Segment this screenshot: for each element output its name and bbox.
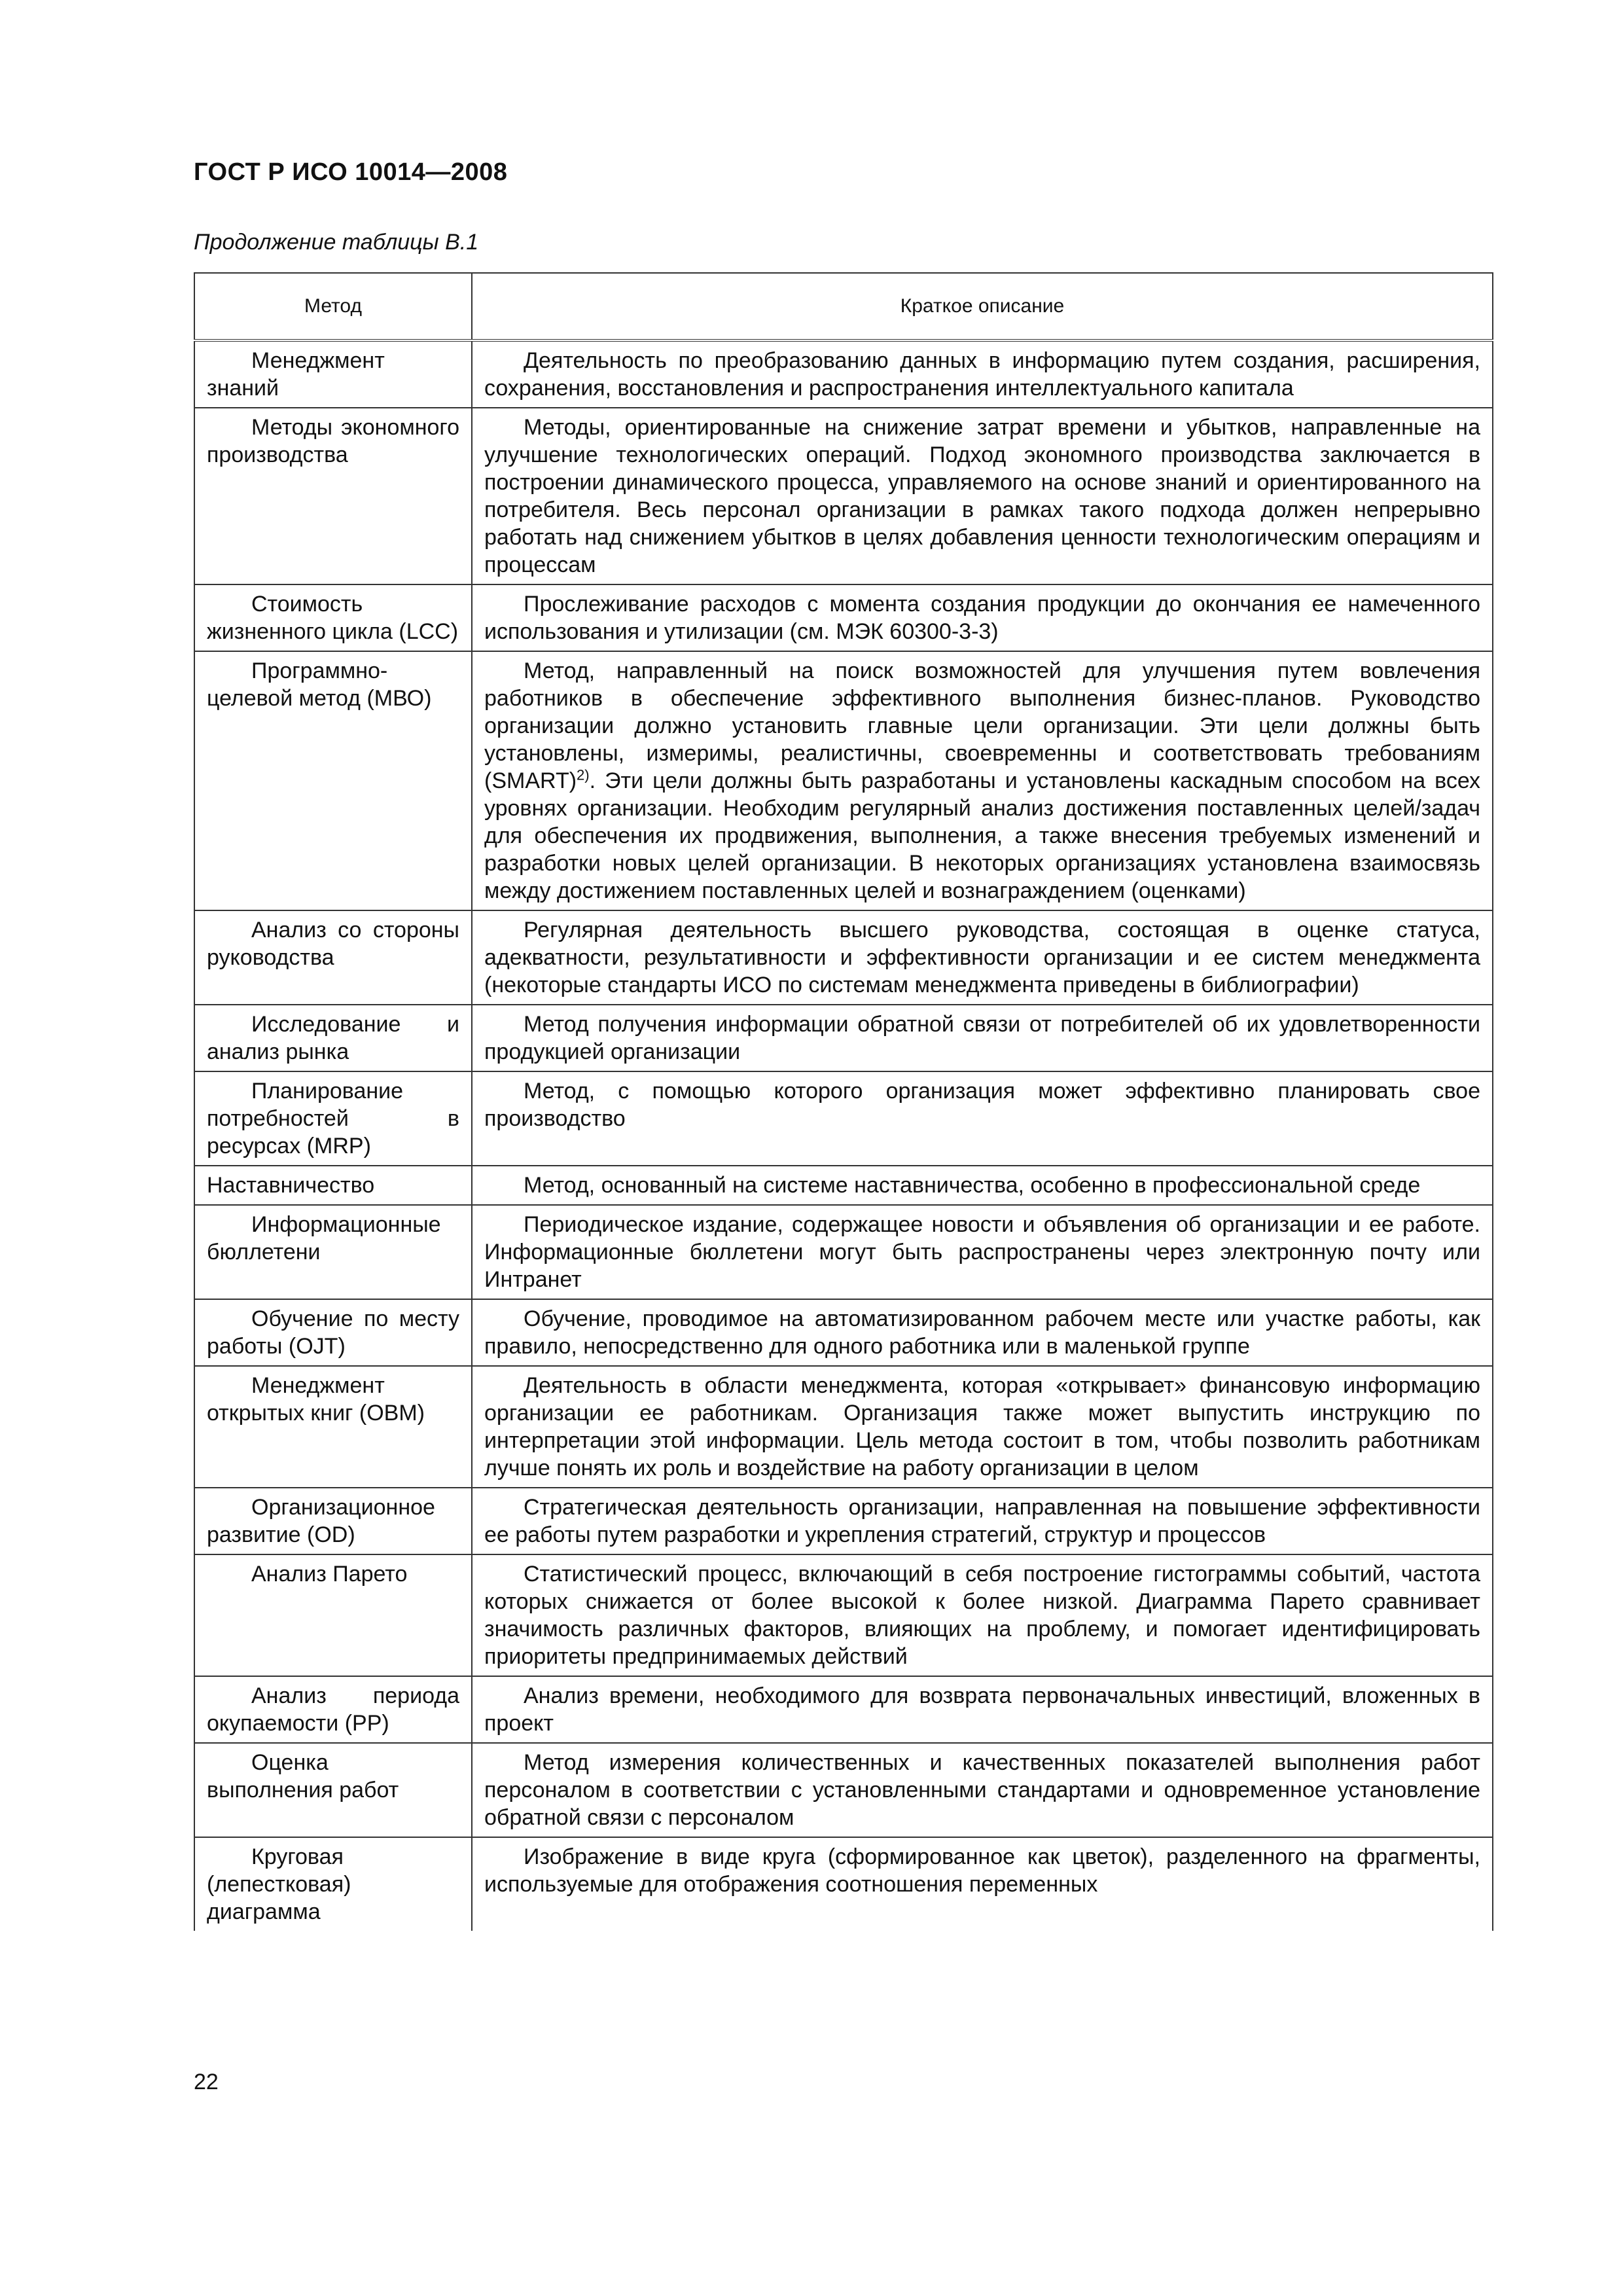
methods-table [194, 272, 1493, 1931]
description-cell: Регулярная деятельность высшего руководства, состоящая в оценке статуса, адекватности, результативности и эффективности организации и ее систем менеджмента (некоторые стандарты ИСО по системам менеджмента приведены в библиографии) [472, 910, 1493, 1005]
table-row [194, 1005, 1493, 1071]
description-cell: Деятельность по преобразованию данных в информацию путем создания, расширения, сохранения, восстановления и распространения интеллектуального капитала [472, 340, 1493, 408]
description-cell: Прослеживание расходов с момента создания продукции до окончания ее намеченного использования и утилизации (см. МЭК 60300-3-3) [472, 584, 1493, 651]
table-header-row [194, 273, 1493, 340]
description-cell: Методы, ориентированные на снижение затрат времени и убытков, направленные на улучшение технологических операций. Подход экономного производства заключается в построении динамического процесса, управляемого на основе знаний и ориентированного на потребителя. Весь персонал организации в рамках такого подхода должен непрерывно работать над снижением убытков в целях добавления ценности технологическим операциям и процессам [472, 408, 1493, 584]
column-header-method: Метод [194, 273, 472, 340]
table-row [194, 1071, 1493, 1166]
description-cell: Статистический процесс, включающий в себя построение гистограммы событий, частота которых снижается от более высокой к более низкой. Диаграмма Парето сравнивает значимость различных факторов, влияющих на проблему, и помогает идентифицировать приоритеты предпринимаемых действий [472, 1554, 1493, 1676]
description-cell: Метод, основанный на системе наставничества, особенно в профессиональной среде [472, 1166, 1493, 1205]
method-cell: Анализ со стороны руководства [194, 910, 472, 1005]
method-cell: Круговая (лепестковая) диаграмма [194, 1837, 472, 1931]
table-row [194, 1554, 1493, 1676]
table-row [194, 340, 1493, 408]
description-cell: Метод получения информации обратной связи от потребителей об их удовлетворенности продукцией организации [472, 1005, 1493, 1071]
method-cell: Информационные бюллетени [194, 1205, 472, 1299]
description-part: . Эти цели должны быть разработаны и установлены каскадным способом на всех уровнях организации. Необходим регулярный анализ достижения поставленных целей/задач для обеспечения их продвижения, выполнения, а также внесения требуемых изменений и разработки новых целей организации. В некоторых организациях установлена взаимосвязь между достижением поставленных целей и вознаграждением (оценками) [484, 768, 1480, 903]
method-cell: Анализ Парето [194, 1554, 472, 1676]
method-cell: Стоимость жизненного цикла (LCC) [194, 584, 472, 651]
table-row [194, 1166, 1493, 1205]
footnote-marker: 2) [577, 766, 590, 783]
table-caption: Продолжение таблицы В.1 [194, 230, 479, 255]
method-cell: Исследование и анализ рынка [194, 1005, 472, 1071]
table-row [194, 1366, 1493, 1488]
description-cell: Стратегическая деятельность организации, направленная на повышение эффективности ее работы путем разработки и укрепления стратегий, структур и процессов [472, 1488, 1493, 1554]
document-title: ГОСТ Р ИСО 10014—2008 [194, 158, 508, 186]
table-row [194, 408, 1493, 584]
method-cell: Анализ периода окупаемости (РР) [194, 1676, 472, 1743]
description-cell: Периодическое издание, содержащее новости и объявления об организации и ее работе. Информационные бюллетени могут быть распространены через электронную почту или Интранет [472, 1205, 1493, 1299]
table-row [194, 1299, 1493, 1366]
description-cell: Метод измерения количественных и качественных показателей выполнения работ персоналом в соответствии с установленными стандартами и одновременное установление обратной связи с персоналом [472, 1743, 1493, 1837]
table-row [194, 910, 1493, 1005]
table-row [194, 651, 1493, 910]
description-cell: Метод, с помощью которого организация может эффективно планировать свое производство [472, 1071, 1493, 1166]
method-cell: Оценка выполнения работ [194, 1743, 472, 1837]
table-row [194, 584, 1493, 651]
method-cell: Программно-целевой метод (МВО) [194, 651, 472, 910]
method-cell: Обучение по месту работы (OJT) [194, 1299, 472, 1366]
method-cell: Планирование потребностей в ресурсах (MRP) [194, 1071, 472, 1166]
page-number: 22 [194, 2070, 219, 2094]
method-cell: Организационное развитие (OD) [194, 1488, 472, 1554]
description-cell: Изображение в виде круга (сформированное как цветок), разделенного на фрагменты, используемые для отображения соотношения переменных [472, 1837, 1493, 1931]
column-header-description: Краткое описание [472, 273, 1493, 340]
method-cell: Менеджмент знаний [194, 340, 472, 408]
table-row [194, 1676, 1493, 1743]
description-part: Метод, направленный на поиск возможностей для улучшения путем вовлечения работников в обеспечение эффективного выполнения бизнес-планов. Руководство организации должно установить главные цели организации. Эти цели должны быть установлены, измеримы, реалистичны, своевременны и соответствовать требованиям (SMART) [484, 658, 1480, 793]
description-cell: Обучение, проводимое на автоматизированном рабочем месте или участке работы, как правило, непосредственно для одного работника или в маленькой группе [472, 1299, 1493, 1366]
description-cell: Анализ времени, необходимого для возврата первоначальных инвестиций, вложенных в проект [472, 1676, 1493, 1743]
table-row [194, 1488, 1493, 1554]
description-cell: Деятельность в области менеджмента, которая «открывает» финансовую информацию организации ее работникам. Организация также может выпустить инструкцию по интерпретации этой информации. Цель метода состоит в том, чтобы позволить работникам лучше понять их роль и воздействие на работу организации в целом [472, 1366, 1493, 1488]
table-row [194, 1205, 1493, 1299]
description-cell [472, 651, 1493, 910]
table-row [194, 1837, 1493, 1931]
table-row [194, 1743, 1493, 1837]
method-cell: Менеджмент открытых книг (ОВМ) [194, 1366, 472, 1488]
method-cell: Методы экономного производства [194, 408, 472, 584]
method-cell: Наставничество [194, 1166, 472, 1205]
